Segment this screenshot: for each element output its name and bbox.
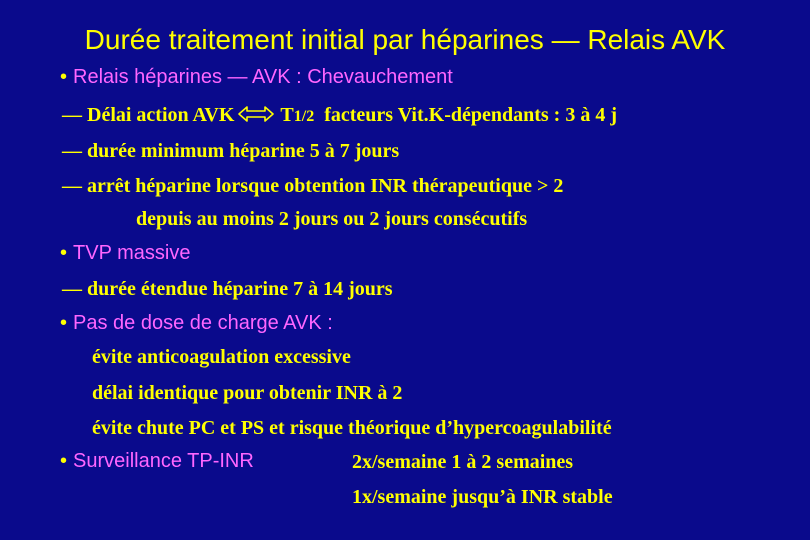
- slide-title: Durée traitement initial par héparines — Relais AVK: [84, 24, 726, 55]
- charge-line-2: délai identique pour obtenir INR à 2: [92, 382, 403, 404]
- half-life-sub: 1/2: [293, 108, 315, 125]
- half-life-t: T: [280, 104, 294, 126]
- heading-tvp: TVP massive: [73, 242, 191, 264]
- relais-line-3: — arrêt héparine lorsque obtention INR thérapeutique > 2: [62, 175, 564, 197]
- relais-line-1-end: facteurs Vit.K-dépendants : 3 à 4 j: [324, 104, 617, 126]
- bullet-dot: •: [60, 312, 68, 334]
- bullet-dot: •: [60, 242, 68, 264]
- bullet-tvp: [60, 242, 190, 265]
- bullet-dot: •: [60, 450, 68, 472]
- relais-line-1: [62, 104, 617, 128]
- left-right-arrow-icon: [238, 105, 274, 128]
- relais-line-1-text: — Délai action AVK: [62, 104, 235, 126]
- heading-charge: Pas de dose de charge AVK :: [73, 312, 333, 334]
- heading-relais: Relais héparines — AVK : Chevauchement: [73, 66, 453, 88]
- bullet-charge: [60, 312, 333, 335]
- tvp-line-1: — durée étendue héparine 7 à 14 jours: [62, 278, 393, 300]
- relais-line-4: depuis au moins 2 jours ou 2 jours consécutifs: [136, 208, 528, 230]
- surveillance-line-1: 2x/semaine 1 à 2 semaines: [352, 451, 574, 473]
- relais-line-2: — durée minimum héparine 5 à 7 jours: [62, 140, 400, 162]
- heading-surveillance: Surveillance TP-INR: [73, 450, 254, 472]
- surveillance-line-2: 1x/semaine jusqu’à INR stable: [352, 486, 613, 508]
- charge-line-3: évite chute PC et PS et risque théorique d’hypercoagulabilité: [92, 417, 612, 439]
- bullet-relais: [60, 66, 453, 89]
- bullet-surveillance: [60, 450, 254, 473]
- charge-line-1: évite anticoagulation excessive: [92, 346, 351, 368]
- bullet-dot: •: [60, 66, 68, 88]
